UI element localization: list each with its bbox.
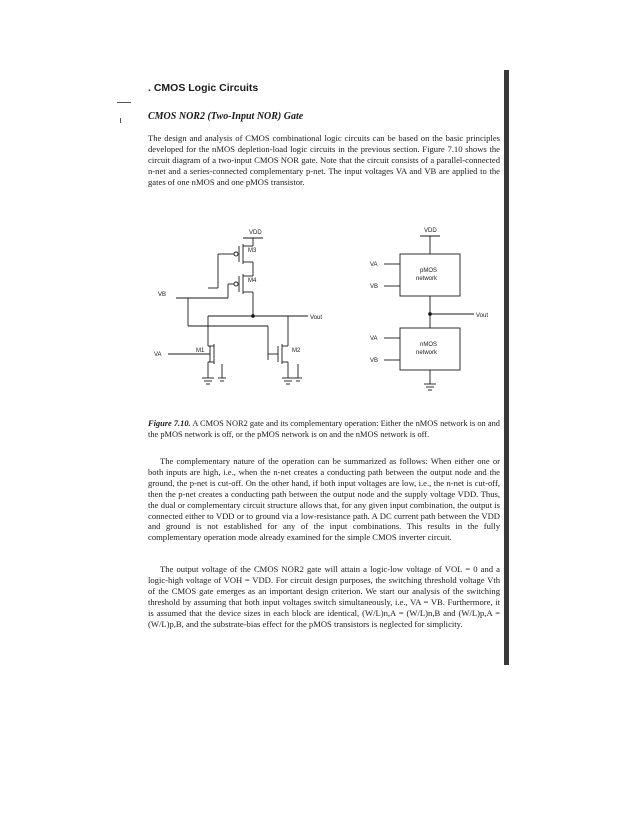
pmos-label: network [416,276,438,282]
label-va: VA [370,262,378,268]
figure-caption [148,419,500,440]
m4-bubble [234,282,238,286]
paragraph-intro: The design and analysis of CMOS combinational logic circuits can be based on the basic principles developed for the nMOS depletion-load logic circuits in the previous section. Figure 7.10 shows the circuit diagram of a two-input CMOS NOR gate. Note that the circuit consists of a parallel-connected n-net and a series-connected complementary p-net. The input voltages VA and VB are applied to the gates of one nMOS and one pMOS transistor. [148,133,500,187]
circuit-svg [148,218,500,418]
label-vout: Vout [310,315,323,321]
figure-circuit-diagram [148,218,500,418]
paragraph-complementary: The complementary nature of the operation can be summarized as follows: When either one or both inputs are high, i.e., when the n-net creates a conducting path between the output node and the ground, the p-net is cut-off. On the other hand, if both input voltages are low, i.e., the n-net is cut-off, then the p-net creates a conducting path between the output node and the supply voltage VDD. Thus, the dual or complementary circuit structure allows that, for any given input combination, the output is connected either to VDD or to ground via a low-resistance path. A DC current path between the VDD and ground is not established for any of the input combinations. This results in the fully complementary operation mode already examined for the simple CMOS inverter circuit. [148,456,500,543]
label-m1: M1 [196,348,205,354]
figure-caption-text: A CMOS NOR2 gate and its complementary operation: Either the nMOS network is on and the pMOS network is off, or the pMOS network is on and the nMOS network is off. [148,419,500,439]
margin-mark [117,102,131,103]
m3-bubble [234,252,238,256]
pmos-network-box [400,254,460,296]
label-m3: M3 [248,248,257,254]
junction-dot [252,315,255,318]
label-va: VA [370,336,378,342]
subsection-heading: CMOS NOR2 (Two-Input NOR) Gate [148,111,304,122]
label-vb: VB [158,292,167,298]
label-m4: M4 [248,278,257,284]
label-vdd: VDD [249,230,262,236]
label-vb: VB [370,358,379,364]
label-vout: Vout [476,313,489,319]
label-vdd: VDD [424,228,437,234]
junction-dot [429,313,432,316]
nmos-label: nMOS [420,342,438,348]
label-m2: M2 [292,348,301,354]
scan-edge-bar [504,70,509,665]
nmos-network-box [400,328,460,370]
nmos-label: network [416,350,438,356]
paragraph-output-voltage: The output voltage of the CMOS NOR2 gate will attain a logic-low voltage of VOL = 0 and a logic-high voltage of VOH = VDD. For circuit design purposes, the switching threshold voltage Vth of the CMOS gate emerges as an important design criterion. We start our analysis of the switching threshold by assuming that both input voltages switch simultaneously, i.e., VA = VB. Furthermore, it is assumed that the device sizes in each block are identical, (W/L)n,A = (W/L)n,B and (W/L)p,A = (W/L)p,B, and the substrate-bias effect for the pMOS transistors is neglected for simplicity. [148,564,500,629]
label-vb: VB [370,284,379,290]
section-heading: . CMOS Logic Circuits [148,82,259,94]
margin-mark [120,118,121,123]
pmos-label: pMOS [420,268,438,274]
figure-label: Figure 7.10. [148,419,191,428]
label-va: VA [154,352,162,358]
